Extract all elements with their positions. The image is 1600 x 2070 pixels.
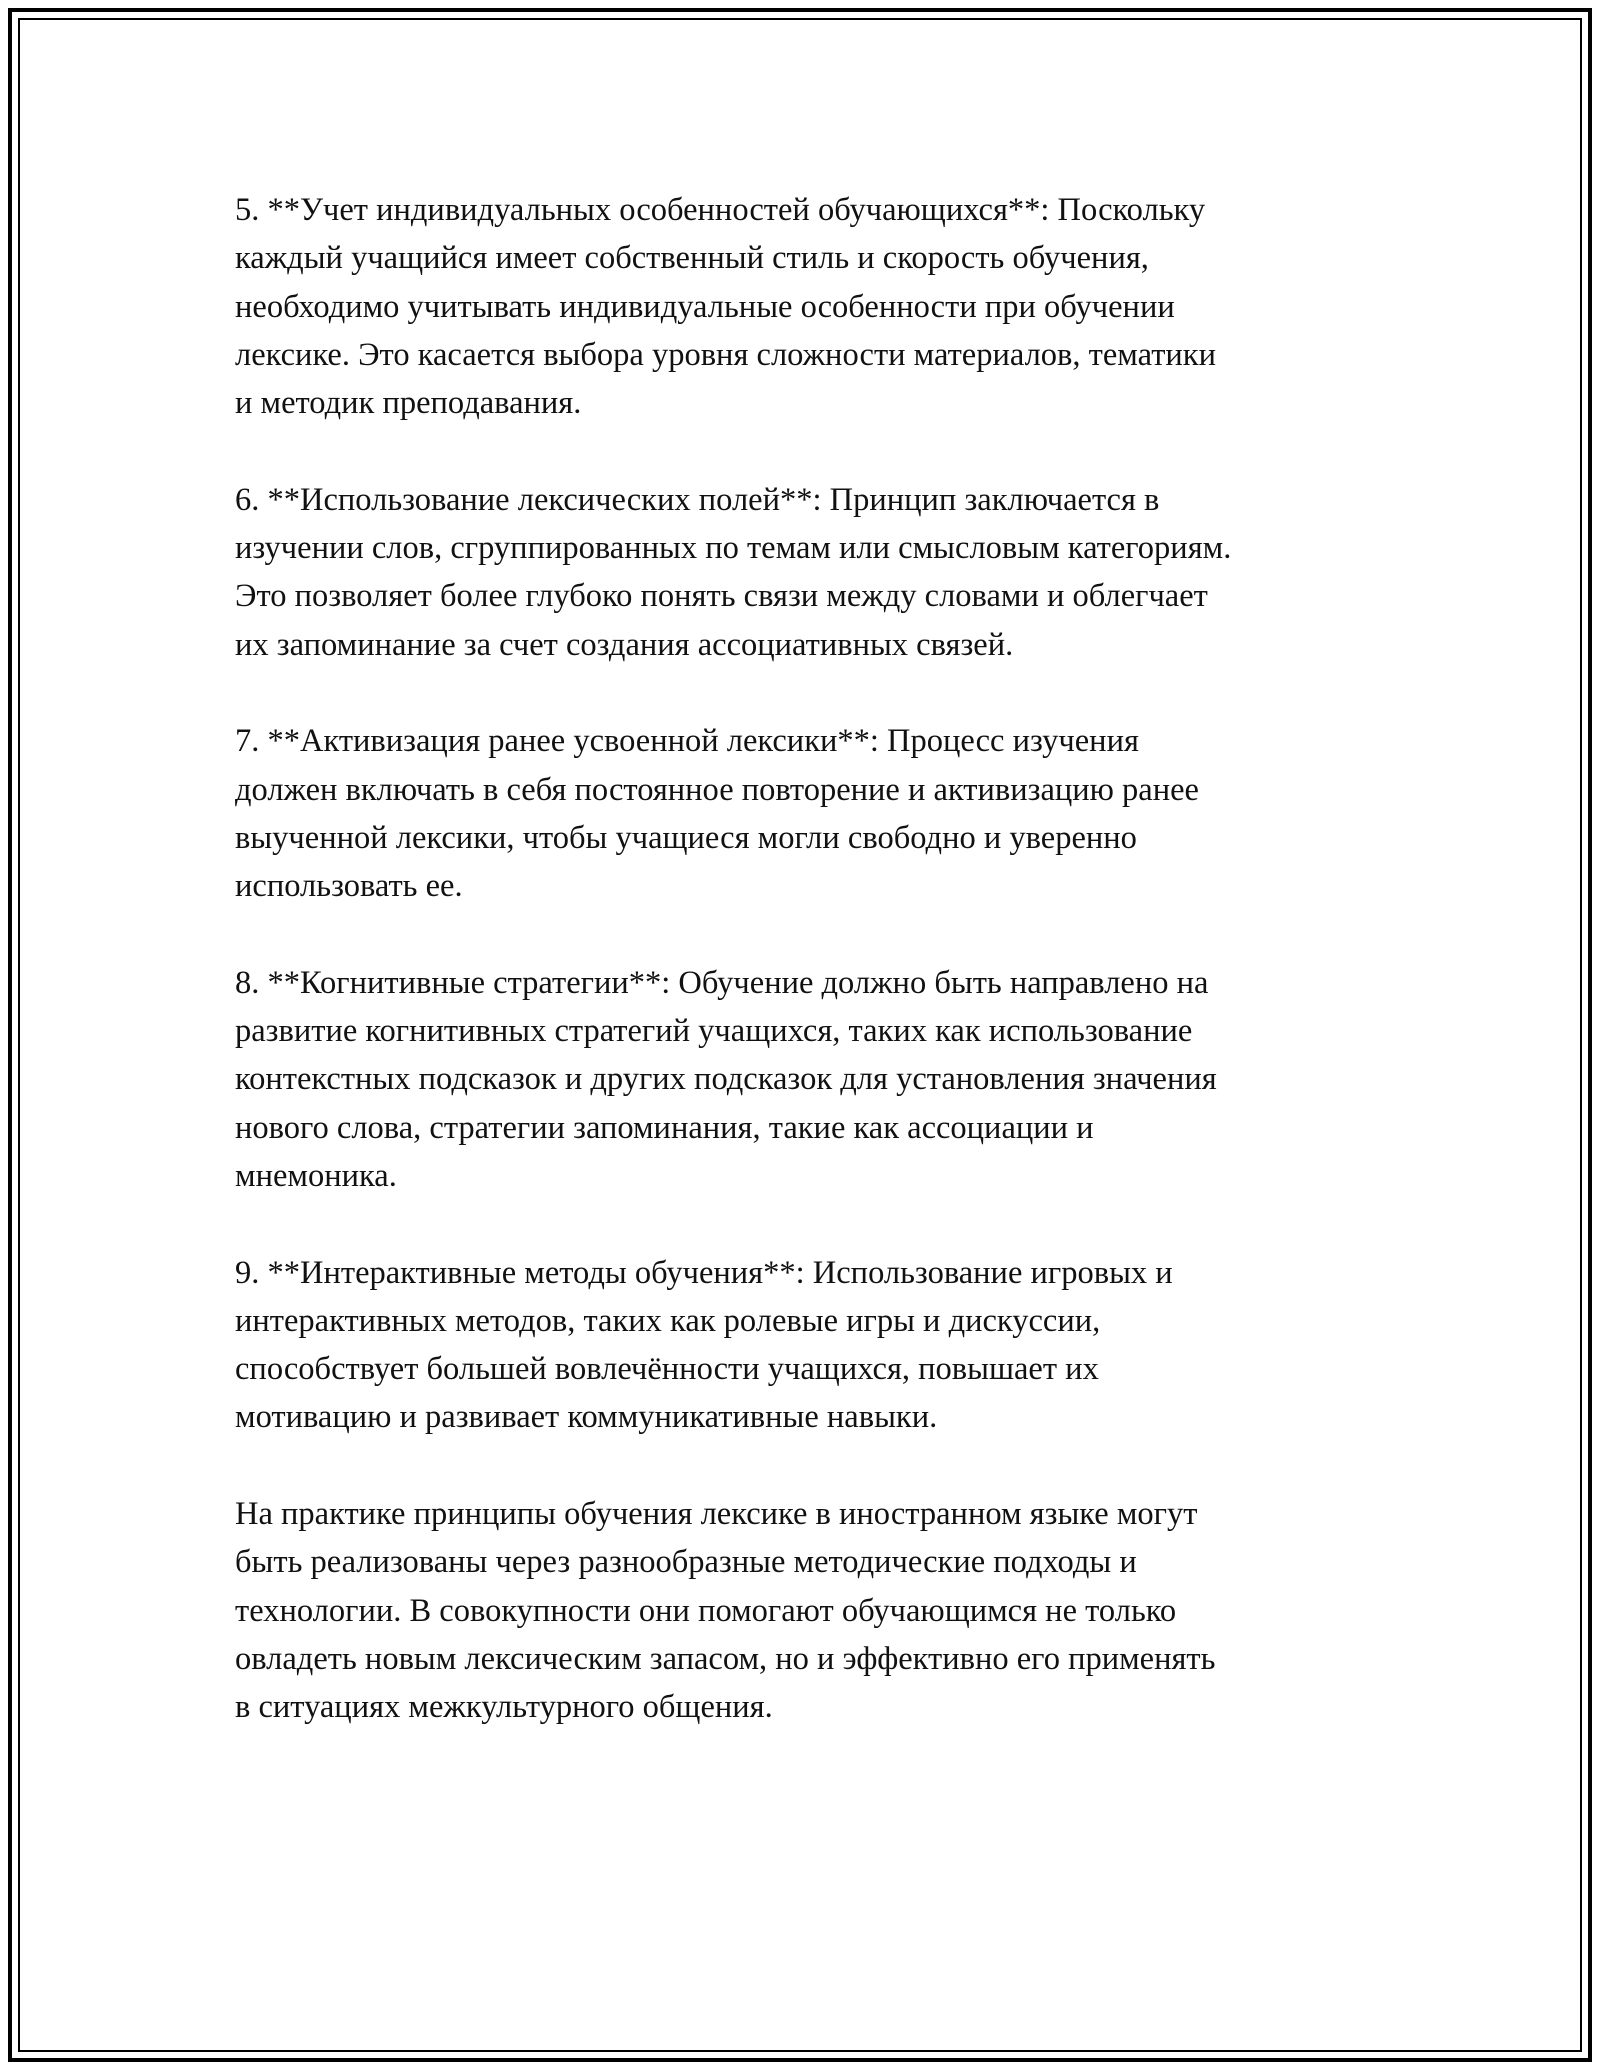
paragraph-conclusion: На практике принципы обучения лексике в иностранном языке могут быть реализованы через разнообразные методические подходы и технологии. В совокупности они помогают обучающимся не только овладеть новым лексическим запасом, но и эффективно его применять в ситуациях межкультурного общения. bbox=[235, 1496, 1216, 1726]
paragraph-principle-8: 8. **Когнитивные стратегии**: Обучение должно быть направлено на развитие когнитивных стратегий учащихся, таких как использование контекстных подсказок и других подсказок для установления значения нового слова, стратегии запоминания, такие как ассоциации и мнемоника. bbox=[235, 964, 1217, 1194]
paragraph-principle-7: 7. **Активизация ранее усвоенной лексики**: Процесс изучения должен включать в себя постоянное повторение и активизацию ранее выученной лексики, чтобы учащиеся могли свободно и уверенно использовать ее. bbox=[235, 723, 1199, 905]
document-body bbox=[235, 186, 1385, 1780]
paragraph-principle-9: 9. **Интерактивные методы обучения**: Использование игровых и интерактивных методов, таких как ролевые игры и дискуссии, способствует большей вовлечённости учащихся, повышает их мотивацию и развивает коммуникативные навыки. bbox=[235, 1254, 1173, 1436]
paragraph-principle-6: 6. **Использование лексических полей**: Принцип заключается в изучении слов, сгруппированных по темам или смысловым категориям. Это позволяет более глубоко понять связи между словами и облегчает их запоминание за счет создания ассоциативных связей. bbox=[235, 481, 1232, 663]
paragraph-principle-5: 5. **Учет индивидуальных особенностей обучающихся**: Поскольку каждый учащийся имеет собственный стиль и скорость обучения, необходимо учитывать индивидуальные особенности при обучении лексике. Это касается выбора уровня сложности материалов, тематики и методик преподавания. bbox=[235, 192, 1216, 422]
